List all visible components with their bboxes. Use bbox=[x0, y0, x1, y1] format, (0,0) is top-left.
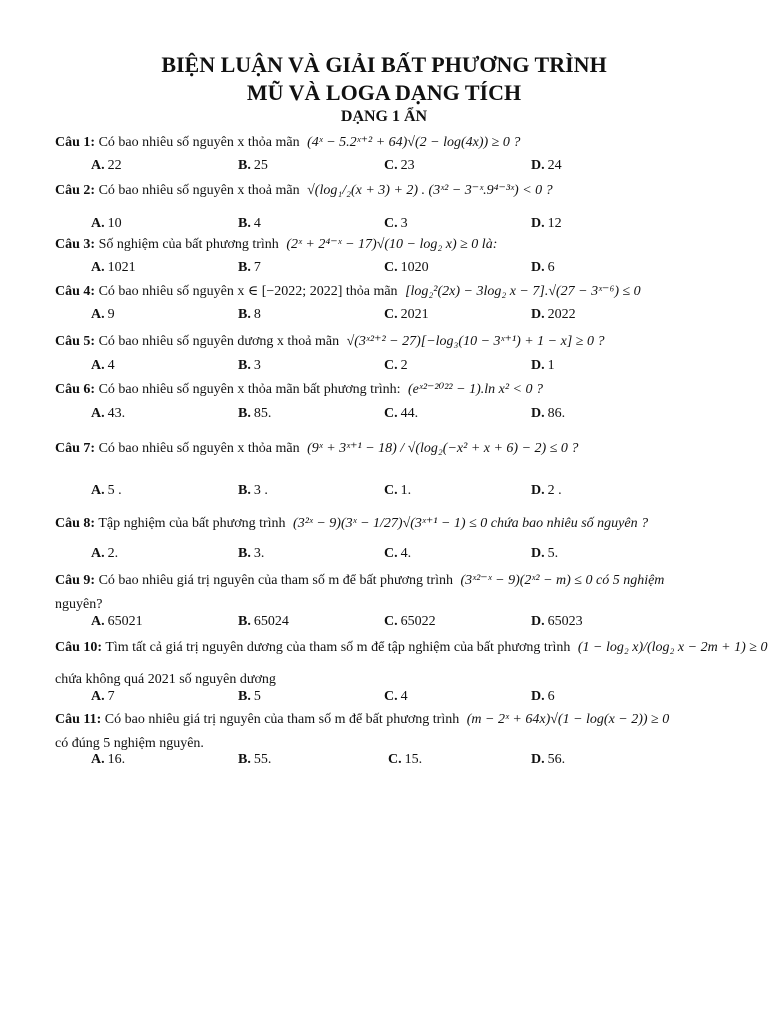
question-10 bbox=[55, 640, 768, 656]
question-text: Tập nghiệm của bất phương trình bbox=[98, 516, 286, 531]
question-label: Câu 4: bbox=[55, 284, 96, 299]
option-a: A. 1021 bbox=[91, 260, 136, 275]
option-a: A. 9 bbox=[91, 307, 115, 322]
question-9 bbox=[55, 572, 735, 589]
question-label: Câu 5: bbox=[55, 334, 96, 349]
title-line-3: DẠNG 1 ẨN bbox=[340, 108, 428, 125]
option-b: B. 5 bbox=[238, 689, 261, 704]
option-d: D. 2 . bbox=[531, 483, 562, 498]
question-label: Câu 11: bbox=[55, 712, 102, 727]
option-c: C. 2 bbox=[384, 358, 408, 373]
question-label: Câu 1: bbox=[55, 135, 96, 150]
question-text: Có bao nhiêu số nguyên dương x thoả mãn bbox=[98, 334, 340, 349]
answer-row-4 bbox=[0, 307, 768, 325]
option-d: D. 1 bbox=[531, 358, 555, 373]
question-11 bbox=[55, 712, 735, 728]
option-b: B. 8 bbox=[238, 307, 261, 322]
option-d: D. 65023 bbox=[531, 614, 583, 629]
option-c: C. 23 bbox=[384, 158, 415, 173]
answer-row-8 bbox=[0, 546, 768, 564]
question-text: Có bao nhiêu số nguyên x thỏa mãn bất phương trình: bbox=[98, 382, 401, 397]
option-c: C. 3 bbox=[384, 216, 408, 231]
answer-row-3 bbox=[0, 260, 768, 278]
question-math: (9ˣ + 3ˣ⁺¹ − 18) / √(log₂(−x² + x + 6) − 2) ≤ 0 ? bbox=[307, 441, 579, 456]
question-math: (eˣ²⁻²⁰²² − 1).ln x² < 0 ? bbox=[408, 382, 543, 397]
question-11-continuation: có đúng 5 nghiệm nguyên. bbox=[55, 736, 204, 751]
answer-row-1 bbox=[0, 158, 768, 176]
question-label: Câu 7: bbox=[55, 441, 96, 456]
question-text: Có bao nhiêu số nguyên x thỏa mãn bbox=[98, 135, 300, 150]
option-d: D. 6 bbox=[531, 260, 555, 275]
question-text: Có bao nhiêu giá trị nguyên của tham số m để bất phương trình bbox=[104, 712, 460, 727]
answer-row-5 bbox=[0, 358, 768, 376]
option-b: B. 7 bbox=[238, 260, 261, 275]
option-d: D. 24 bbox=[531, 158, 562, 173]
question-text: Tìm tất cả giá trị nguyên dương của tham số m để tập nghiệm của bất phương trình bbox=[105, 640, 571, 655]
question-4 bbox=[55, 283, 735, 300]
question-math: [log₂²(2x) − 3log₂ x − 7].√(27 − 3ˣ⁻⁶) ≤ 0 bbox=[405, 284, 641, 299]
option-c: C. 44. bbox=[384, 406, 419, 421]
option-c: C. 65022 bbox=[384, 614, 436, 629]
title-line-1: BIỆN LUẬN VÀ GIẢI BẤT PHƯƠNG TRÌNH bbox=[161, 52, 607, 77]
question-label: Câu 9: bbox=[55, 573, 96, 588]
question-text: Có bao nhiêu số nguyên x thoả mãn bbox=[98, 183, 300, 198]
option-a: A. 43. bbox=[91, 406, 126, 421]
question-math: (4ˣ − 5.2ˣ⁺² + 64)√(2 − log(4x)) ≥ 0 ? bbox=[307, 135, 521, 150]
question-6 bbox=[55, 381, 735, 398]
question-math: √(3ˣ²⁺² − 27)[−log₃(10 − 3ˣ⁺¹) + 1 − x] ≥ 0 ? bbox=[346, 334, 605, 349]
option-a: A. 4 bbox=[91, 358, 115, 373]
question-10-continuation: chứa không quá 2021 số nguyên dương bbox=[55, 672, 276, 687]
option-c: C. 15. bbox=[388, 752, 423, 767]
option-d: D. 56. bbox=[531, 752, 566, 767]
option-a: A. 65021 bbox=[91, 614, 143, 629]
option-b: B. 3. bbox=[238, 546, 265, 561]
question-1 bbox=[55, 134, 735, 151]
option-d: D. 2022 bbox=[531, 307, 576, 322]
option-d: D. 6 bbox=[531, 689, 555, 704]
option-b: B. 4 bbox=[238, 216, 261, 231]
option-c: C. 1. bbox=[384, 483, 412, 498]
option-a: A. 5 . bbox=[91, 483, 122, 498]
question-5 bbox=[55, 333, 735, 350]
question-math: (m − 2ˣ + 64x)√(1 − log(x − 2)) ≥ 0 bbox=[466, 712, 670, 727]
option-d: D. 86. bbox=[531, 406, 566, 421]
question-label: Câu 8: bbox=[55, 516, 96, 531]
question-text: Có bao nhiêu giá trị nguyên của tham số m để bất phương trình bbox=[98, 573, 453, 588]
option-d: D. 12 bbox=[531, 216, 562, 231]
question-8 bbox=[55, 515, 735, 532]
question-math: (3²ˣ − 9)(3ˣ − 1/27)√(3ˣ⁺¹ − 1) ≤ 0 chứa bao nhiêu số nguyên ? bbox=[293, 516, 649, 531]
question-9-continuation: nguyên? bbox=[55, 597, 103, 612]
answer-row-10 bbox=[0, 689, 768, 707]
question-math: √(log₁/₂(x + 3) + 2) . (3ˣ² − 3⁻ˣ.9⁴⁻³ˣ) < 0 ? bbox=[307, 183, 553, 198]
option-b: B. 65024 bbox=[238, 614, 289, 629]
question-text: Có bao nhiêu số nguyên x ∈ [−2022; 2022] thỏa mãn bbox=[98, 284, 398, 299]
title-line-2: MŨ VÀ LOGA DẠNG TÍCH bbox=[246, 80, 522, 105]
question-label: Câu 10: bbox=[55, 640, 103, 655]
answer-row-2 bbox=[0, 216, 768, 234]
option-d: D. 5. bbox=[531, 546, 559, 561]
question-text: Số nghiệm của bất phương trình bbox=[98, 237, 279, 252]
option-a: A. 7 bbox=[91, 689, 115, 704]
question-2 bbox=[55, 182, 735, 199]
option-b: B. 3 bbox=[238, 358, 261, 373]
option-c: C. 2021 bbox=[384, 307, 429, 322]
question-label: Câu 2: bbox=[55, 183, 96, 198]
question-7 bbox=[55, 440, 735, 457]
option-b: B. 3 . bbox=[238, 483, 268, 498]
option-c: C. 4. bbox=[384, 546, 412, 561]
option-a: A. 22 bbox=[91, 158, 122, 173]
answer-row-6 bbox=[0, 406, 768, 424]
question-math: (1 − log₂ x)/(log₂ x − 2m + 1) ≥ 0 bbox=[577, 640, 768, 655]
option-a: A. 2. bbox=[91, 546, 119, 561]
question-label: Câu 3: bbox=[55, 237, 96, 252]
option-b: B. 85. bbox=[238, 406, 272, 421]
option-c: C. 4 bbox=[384, 689, 408, 704]
question-math: (3ˣ²⁻ˣ − 9)(2ˣ² − m) ≤ 0 có 5 nghiệm bbox=[460, 573, 665, 588]
answer-row-7 bbox=[0, 483, 768, 501]
option-b: B. 55. bbox=[238, 752, 272, 767]
option-c: C. 1020 bbox=[384, 260, 429, 275]
question-label: Câu 6: bbox=[55, 382, 96, 397]
option-b: B. 25 bbox=[238, 158, 268, 173]
option-a: A. 10 bbox=[91, 216, 122, 231]
answer-row-11 bbox=[0, 752, 768, 770]
question-math: (2ˣ + 2⁴⁻ˣ − 17)√(10 − log₂ x) ≥ 0 là: bbox=[286, 237, 498, 252]
answer-row-9 bbox=[0, 614, 768, 632]
question-3 bbox=[55, 236, 735, 253]
question-text: Có bao nhiêu số nguyên x thỏa mãn bbox=[98, 441, 300, 456]
option-a: A. 16. bbox=[91, 752, 126, 767]
